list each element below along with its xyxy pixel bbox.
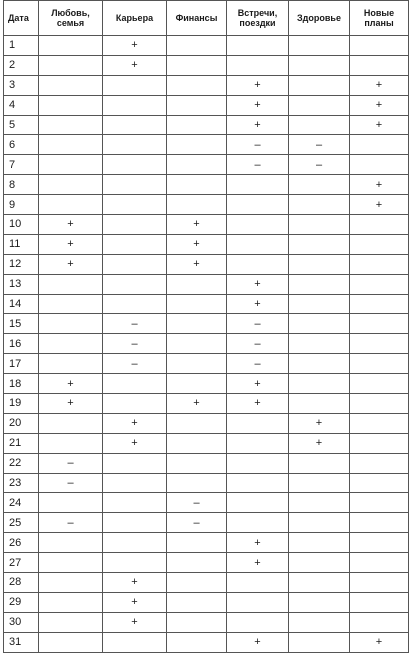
love-family-mark-cell: – (39, 513, 103, 533)
date-cell: 29 (4, 592, 39, 612)
health-mark-cell (289, 75, 350, 95)
meetings-trips-mark-cell: + (227, 533, 289, 553)
health-mark-cell: + (289, 413, 350, 433)
table-row (4, 553, 409, 573)
date-cell: 26 (4, 533, 39, 553)
meetings-trips-mark-cell: + (227, 115, 289, 135)
love-family-mark-cell (39, 75, 103, 95)
health-mark-cell (289, 592, 350, 612)
health-mark-cell (289, 632, 350, 652)
new-plans-mark-cell (350, 135, 409, 155)
table-row (4, 433, 409, 453)
table-row (4, 215, 409, 235)
table-row (4, 513, 409, 533)
new-plans-mark-cell (350, 334, 409, 354)
finance-mark-cell (167, 473, 227, 493)
love-family-mark-cell (39, 533, 103, 553)
new-plans-mark-cell (350, 234, 409, 254)
new-plans-mark-cell: + (350, 115, 409, 135)
new-plans-mark-cell: + (350, 95, 409, 115)
career-mark-cell (103, 533, 167, 553)
meetings-trips-mark-cell (227, 493, 289, 513)
health-mark-cell (289, 394, 350, 414)
table-body (4, 36, 409, 653)
career-mark-cell (103, 215, 167, 235)
table-row (4, 254, 409, 274)
new-plans-mark-cell (350, 433, 409, 453)
table-row (4, 95, 409, 115)
new-plans-mark-cell (350, 294, 409, 314)
meetings-trips-mark-cell: – (227, 135, 289, 155)
meetings-trips-mark-cell (227, 215, 289, 235)
love-family-mark-cell (39, 314, 103, 334)
finance-mark-cell (167, 175, 227, 195)
career-mark-cell (103, 632, 167, 652)
new-plans-mark-cell (350, 453, 409, 473)
new-plans-mark-cell (350, 612, 409, 632)
career-mark-cell (103, 473, 167, 493)
date-cell: 5 (4, 115, 39, 135)
love-family-mark-cell: + (39, 234, 103, 254)
table-row (4, 175, 409, 195)
new-plans-mark-cell: + (350, 632, 409, 652)
table-row (4, 573, 409, 593)
new-plans-mark-cell (350, 394, 409, 414)
health-mark-cell (289, 294, 350, 314)
meetings-trips-mark-cell (227, 612, 289, 632)
date-cell: 18 (4, 374, 39, 394)
date-cell: 28 (4, 573, 39, 593)
meetings-trips-mark-cell: – (227, 155, 289, 175)
career-mark-cell (103, 135, 167, 155)
date-cell: 9 (4, 195, 39, 215)
career-mark-cell: + (103, 36, 167, 56)
new-plans-mark-cell (350, 513, 409, 533)
date-cell: 14 (4, 294, 39, 314)
health-mark-cell (289, 573, 350, 593)
meetings-trips-mark-cell: + (227, 274, 289, 294)
career-mark-cell: – (103, 314, 167, 334)
header-new-plans: Новые планы (350, 1, 409, 36)
date-cell: 24 (4, 493, 39, 513)
new-plans-mark-cell (350, 553, 409, 573)
table-row (4, 453, 409, 473)
finance-mark-cell (167, 294, 227, 314)
table-row (4, 592, 409, 612)
health-mark-cell (289, 95, 350, 115)
new-plans-mark-cell (350, 55, 409, 75)
date-cell: 6 (4, 135, 39, 155)
career-mark-cell (103, 75, 167, 95)
career-mark-cell (103, 175, 167, 195)
table-row (4, 473, 409, 493)
finance-mark-cell (167, 413, 227, 433)
finance-mark-cell (167, 135, 227, 155)
meetings-trips-mark-cell: + (227, 553, 289, 573)
love-family-mark-cell (39, 354, 103, 374)
date-cell: 20 (4, 413, 39, 433)
love-family-mark-cell (39, 195, 103, 215)
date-cell: 17 (4, 354, 39, 374)
meetings-trips-mark-cell (227, 453, 289, 473)
love-family-mark-cell (39, 95, 103, 115)
table-row (4, 493, 409, 513)
finance-mark-cell (167, 95, 227, 115)
date-cell: 12 (4, 254, 39, 274)
love-family-mark-cell: + (39, 394, 103, 414)
date-cell: 8 (4, 175, 39, 195)
love-family-mark-cell: + (39, 254, 103, 274)
finance-mark-cell: – (167, 493, 227, 513)
new-plans-mark-cell (350, 36, 409, 56)
meetings-trips-mark-cell: – (227, 334, 289, 354)
header-row (4, 1, 409, 36)
meetings-trips-mark-cell (227, 55, 289, 75)
new-plans-mark-cell (350, 533, 409, 553)
career-mark-cell (103, 95, 167, 115)
love-family-mark-cell (39, 433, 103, 453)
new-plans-mark-cell (350, 473, 409, 493)
date-cell: 22 (4, 453, 39, 473)
love-family-mark-cell (39, 36, 103, 56)
career-mark-cell (103, 155, 167, 175)
date-cell: 15 (4, 314, 39, 334)
table-row (4, 36, 409, 56)
date-cell: 19 (4, 394, 39, 414)
career-mark-cell: + (103, 573, 167, 593)
table-row (4, 413, 409, 433)
table-row (4, 55, 409, 75)
career-mark-cell: + (103, 413, 167, 433)
career-mark-cell: + (103, 612, 167, 632)
finance-mark-cell (167, 573, 227, 593)
love-family-mark-cell (39, 493, 103, 513)
love-family-mark-cell (39, 274, 103, 294)
date-cell: 21 (4, 433, 39, 453)
finance-mark-cell (167, 553, 227, 573)
health-mark-cell (289, 334, 350, 354)
finance-mark-cell (167, 632, 227, 652)
finance-mark-cell (167, 433, 227, 453)
career-mark-cell: + (103, 433, 167, 453)
table-row (4, 294, 409, 314)
meetings-trips-mark-cell: + (227, 75, 289, 95)
health-mark-cell: + (289, 433, 350, 453)
health-mark-cell (289, 354, 350, 374)
table-row (4, 334, 409, 354)
date-cell: 25 (4, 513, 39, 533)
new-plans-mark-cell (350, 254, 409, 274)
finance-mark-cell: + (167, 234, 227, 254)
finance-mark-cell (167, 354, 227, 374)
love-family-mark-cell (39, 413, 103, 433)
new-plans-mark-cell (350, 413, 409, 433)
new-plans-mark-cell (350, 493, 409, 513)
finance-mark-cell (167, 115, 227, 135)
new-plans-mark-cell: + (350, 75, 409, 95)
date-cell: 30 (4, 612, 39, 632)
health-mark-cell (289, 195, 350, 215)
new-plans-mark-cell (350, 314, 409, 334)
meetings-trips-mark-cell (227, 254, 289, 274)
meetings-trips-mark-cell: – (227, 354, 289, 374)
date-cell: 7 (4, 155, 39, 175)
new-plans-mark-cell (350, 155, 409, 175)
meetings-trips-mark-cell: – (227, 314, 289, 334)
finance-mark-cell (167, 612, 227, 632)
finance-mark-cell (167, 195, 227, 215)
career-mark-cell (103, 453, 167, 473)
new-plans-mark-cell (350, 374, 409, 394)
finance-mark-cell (167, 334, 227, 354)
career-mark-cell (103, 234, 167, 254)
career-mark-cell (103, 394, 167, 414)
table-row (4, 115, 409, 135)
meetings-trips-mark-cell (227, 573, 289, 593)
date-cell: 13 (4, 274, 39, 294)
meetings-trips-mark-cell (227, 592, 289, 612)
date-cell: 3 (4, 75, 39, 95)
table-row (4, 195, 409, 215)
meetings-trips-mark-cell: + (227, 394, 289, 414)
header-career: Карьера (103, 1, 167, 36)
love-family-mark-cell (39, 115, 103, 135)
love-family-mark-cell (39, 155, 103, 175)
table-row (4, 75, 409, 95)
table-row (4, 234, 409, 254)
finance-mark-cell (167, 274, 227, 294)
love-family-mark-cell (39, 334, 103, 354)
health-mark-cell (289, 513, 350, 533)
love-family-mark-cell (39, 612, 103, 632)
table-row (4, 274, 409, 294)
header-meetings-trips: Встречи, поездки (227, 1, 289, 36)
health-mark-cell (289, 493, 350, 513)
love-family-mark-cell: + (39, 374, 103, 394)
date-cell: 4 (4, 95, 39, 115)
new-plans-mark-cell (350, 215, 409, 235)
career-mark-cell: – (103, 334, 167, 354)
career-mark-cell: + (103, 55, 167, 75)
date-cell: 2 (4, 55, 39, 75)
finance-mark-cell (167, 36, 227, 56)
career-mark-cell (103, 254, 167, 274)
career-mark-cell (103, 493, 167, 513)
love-family-mark-cell (39, 294, 103, 314)
health-mark-cell (289, 473, 350, 493)
love-family-mark-cell (39, 175, 103, 195)
new-plans-mark-cell (350, 354, 409, 374)
health-mark-cell (289, 374, 350, 394)
table-row (4, 394, 409, 414)
table-row (4, 612, 409, 632)
table-header (4, 1, 409, 36)
header-love-family: Любовь, семья (39, 1, 103, 36)
meetings-trips-mark-cell (227, 175, 289, 195)
career-mark-cell: + (103, 592, 167, 612)
meetings-trips-mark-cell: + (227, 294, 289, 314)
finance-mark-cell: + (167, 254, 227, 274)
table-row (4, 374, 409, 394)
date-cell: 16 (4, 334, 39, 354)
love-family-mark-cell: – (39, 473, 103, 493)
finance-mark-cell (167, 453, 227, 473)
date-cell: 10 (4, 215, 39, 235)
health-mark-cell: – (289, 155, 350, 175)
health-mark-cell: – (289, 135, 350, 155)
finance-mark-cell (167, 314, 227, 334)
meetings-trips-mark-cell (227, 513, 289, 533)
header-finance: Финансы (167, 1, 227, 36)
finance-mark-cell (167, 592, 227, 612)
health-mark-cell (289, 533, 350, 553)
career-mark-cell (103, 553, 167, 573)
meetings-trips-mark-cell: + (227, 374, 289, 394)
love-family-mark-cell (39, 632, 103, 652)
new-plans-mark-cell: + (350, 195, 409, 215)
love-family-mark-cell (39, 573, 103, 593)
meetings-trips-mark-cell (227, 36, 289, 56)
header-health: Здоровье (289, 1, 350, 36)
love-family-mark-cell: – (39, 453, 103, 473)
table-row (4, 632, 409, 652)
health-mark-cell (289, 55, 350, 75)
health-mark-cell (289, 115, 350, 135)
meetings-trips-mark-cell (227, 234, 289, 254)
finance-mark-cell: + (167, 215, 227, 235)
meetings-trips-mark-cell (227, 195, 289, 215)
love-family-mark-cell: + (39, 215, 103, 235)
meetings-trips-mark-cell: + (227, 632, 289, 652)
career-mark-cell (103, 115, 167, 135)
career-mark-cell (103, 374, 167, 394)
career-mark-cell (103, 513, 167, 533)
meetings-trips-mark-cell: + (227, 95, 289, 115)
date-cell: 31 (4, 632, 39, 652)
career-mark-cell: – (103, 354, 167, 374)
health-mark-cell (289, 612, 350, 632)
date-cell: 27 (4, 553, 39, 573)
meetings-trips-mark-cell (227, 473, 289, 493)
career-mark-cell (103, 274, 167, 294)
new-plans-mark-cell (350, 573, 409, 593)
health-mark-cell (289, 274, 350, 294)
finance-mark-cell: – (167, 513, 227, 533)
health-mark-cell (289, 234, 350, 254)
new-plans-mark-cell: + (350, 175, 409, 195)
finance-mark-cell (167, 155, 227, 175)
career-mark-cell (103, 195, 167, 215)
table-row (4, 533, 409, 553)
date-cell: 23 (4, 473, 39, 493)
health-mark-cell (289, 175, 350, 195)
header-date: Дата (4, 1, 39, 36)
finance-mark-cell (167, 533, 227, 553)
health-mark-cell (289, 254, 350, 274)
career-mark-cell (103, 294, 167, 314)
date-cell: 11 (4, 234, 39, 254)
favorable-days-table (3, 0, 409, 653)
table-row (4, 135, 409, 155)
date-cell: 1 (4, 36, 39, 56)
health-mark-cell (289, 36, 350, 56)
finance-mark-cell (167, 55, 227, 75)
finance-mark-cell (167, 374, 227, 394)
new-plans-mark-cell (350, 274, 409, 294)
new-plans-mark-cell (350, 592, 409, 612)
finance-mark-cell (167, 75, 227, 95)
table-row (4, 314, 409, 334)
health-mark-cell (289, 215, 350, 235)
love-family-mark-cell (39, 55, 103, 75)
love-family-mark-cell (39, 135, 103, 155)
health-mark-cell (289, 553, 350, 573)
table-row (4, 155, 409, 175)
love-family-mark-cell (39, 553, 103, 573)
finance-mark-cell: + (167, 394, 227, 414)
meetings-trips-mark-cell (227, 433, 289, 453)
love-family-mark-cell (39, 592, 103, 612)
table-row (4, 354, 409, 374)
meetings-trips-mark-cell (227, 413, 289, 433)
health-mark-cell (289, 453, 350, 473)
health-mark-cell (289, 314, 350, 334)
